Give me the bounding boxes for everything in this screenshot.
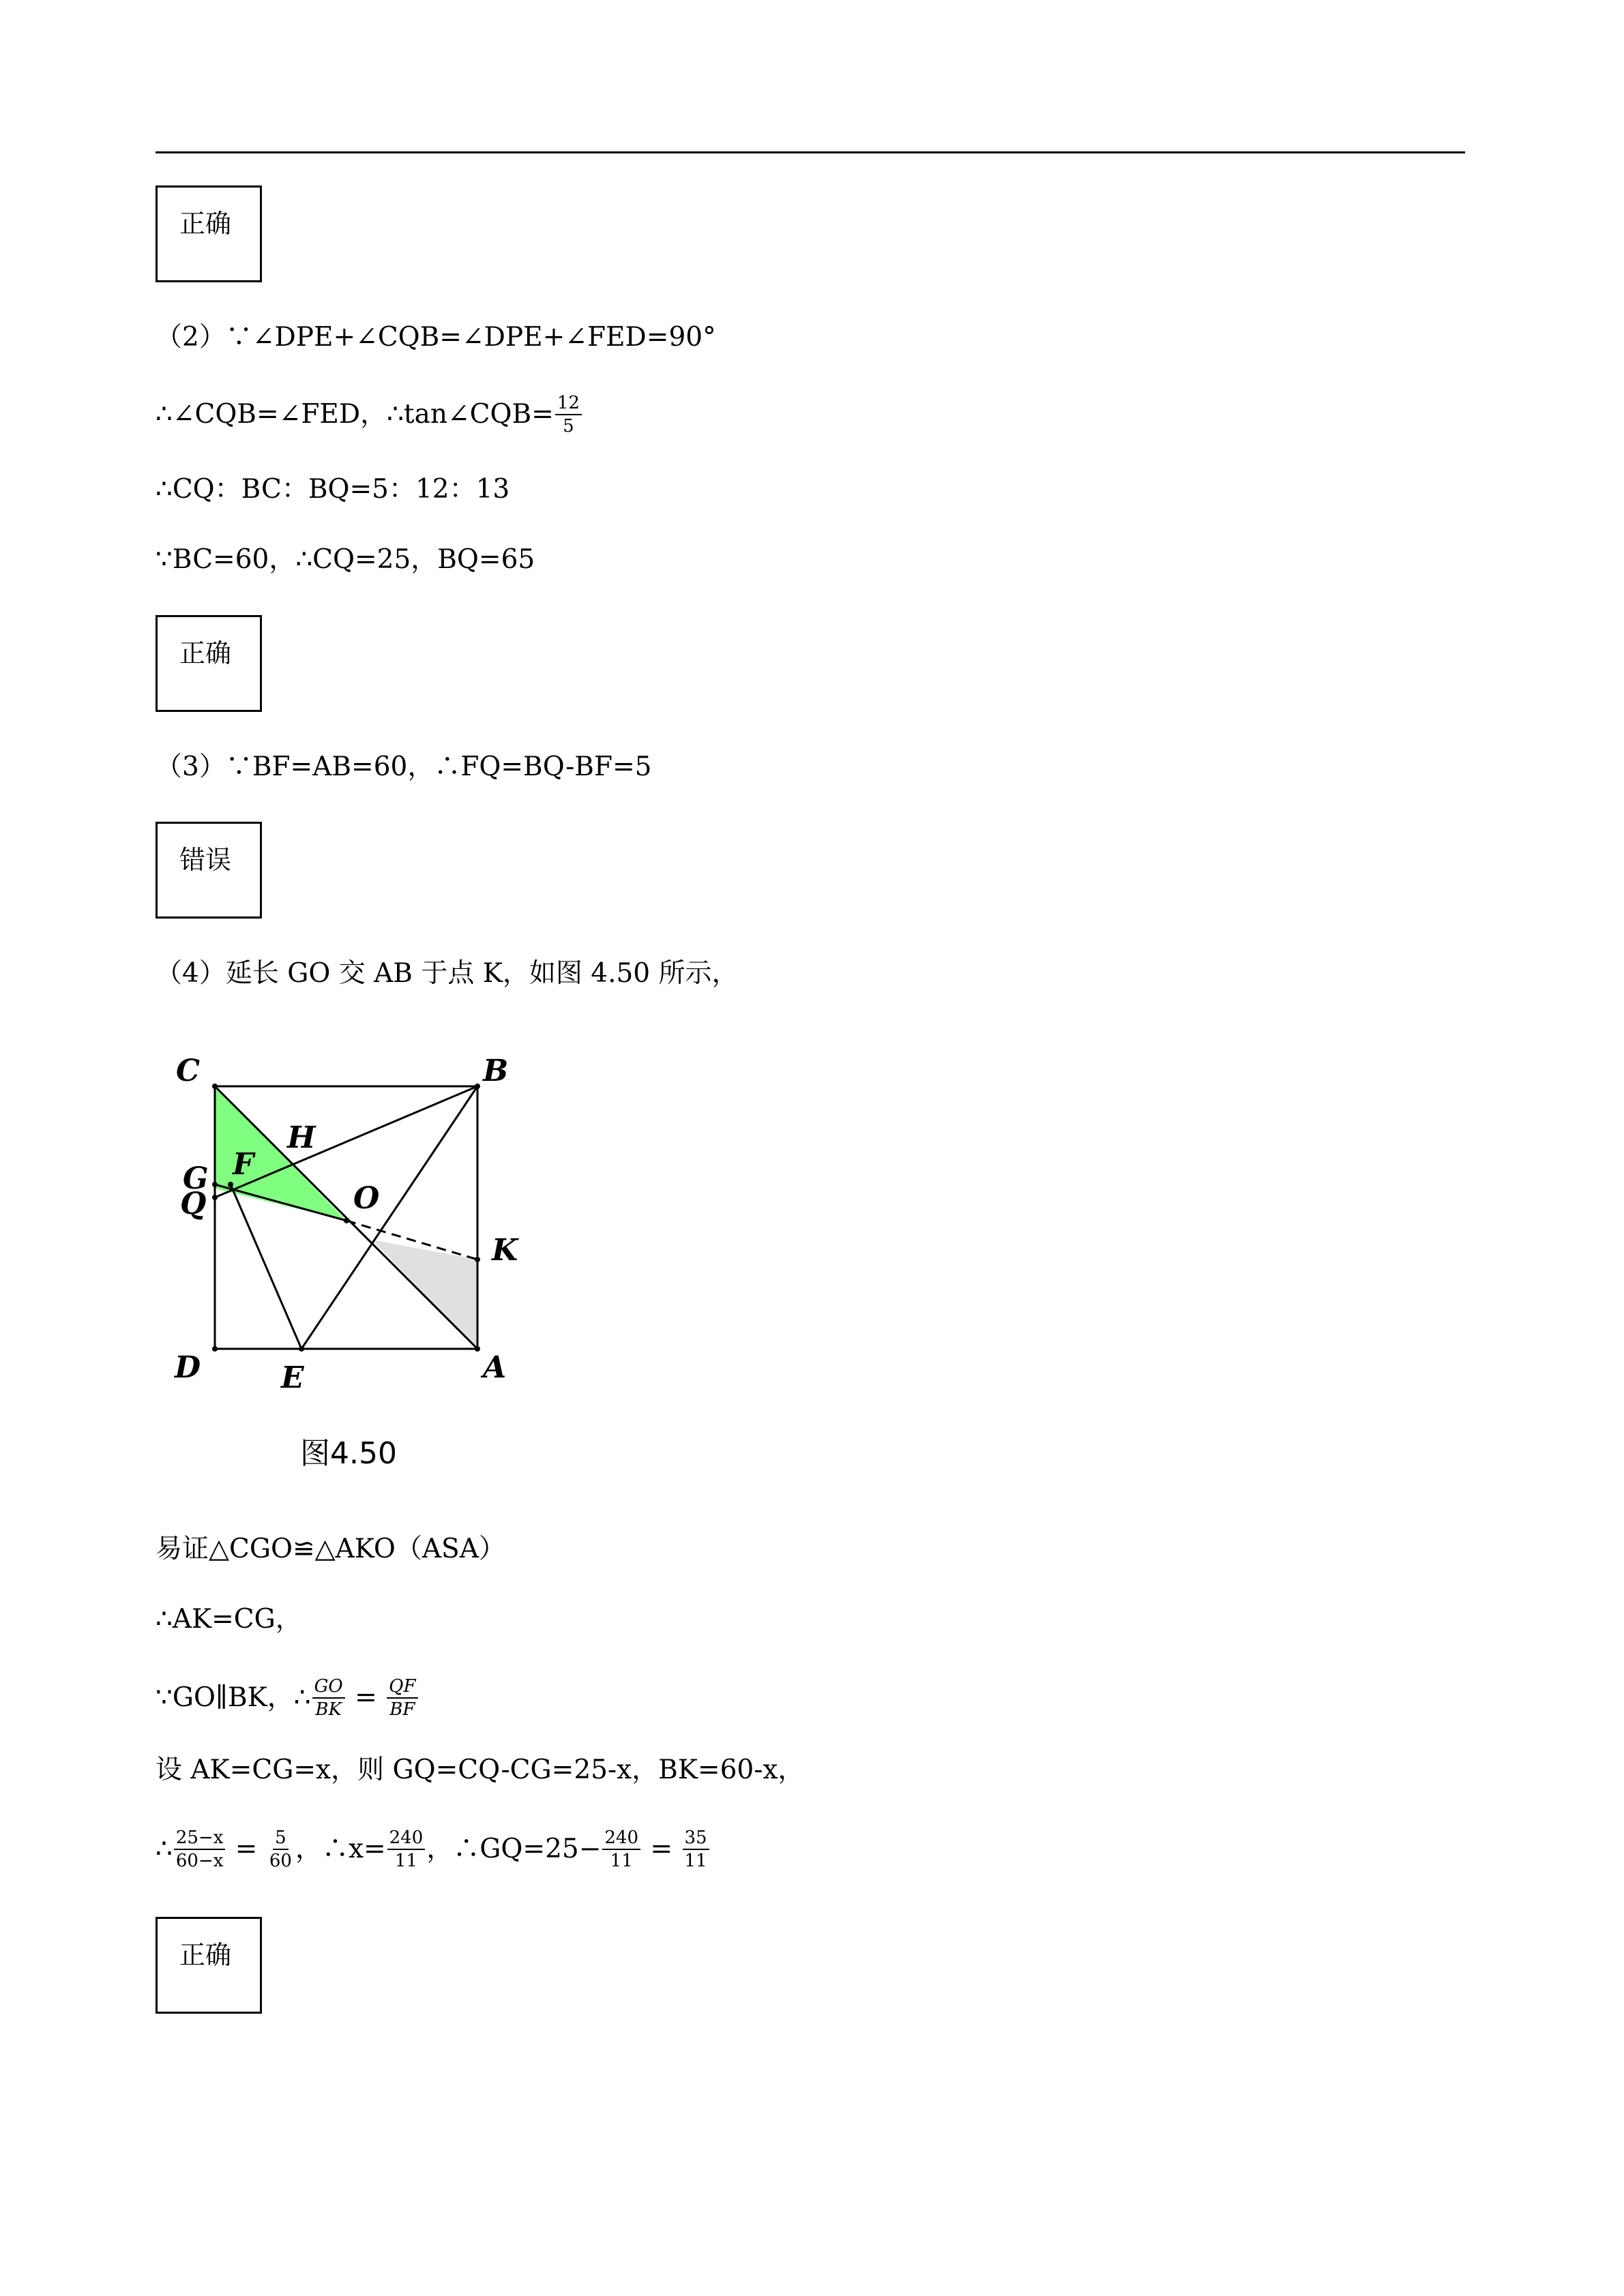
step3-line1: （3）∵BF=AB=60，∴FQ=BQ-BF=5 — [156, 751, 652, 782]
fraction-denominator: 11 — [610, 1851, 633, 1871]
point-Q — [212, 1195, 218, 1200]
label-G: G — [183, 1161, 209, 1196]
label-Q: Q — [180, 1187, 207, 1221]
figure-caption: 图4.50 — [300, 1436, 397, 1471]
step4-line6-text: ，∴x= — [295, 1834, 386, 1864]
point-G — [212, 1182, 218, 1187]
equals-sign: = — [346, 1682, 386, 1713]
answer-mark-box-1 — [156, 185, 262, 282]
fraction-numerator: 35 — [683, 1829, 709, 1850]
step2-line3: ∴CQ：BC：BQ=5：12：13 — [156, 474, 510, 505]
label-F: F — [233, 1147, 254, 1182]
label-H: H — [287, 1120, 316, 1155]
geometry-figure — [156, 1023, 565, 1405]
fraction-denominator: 11 — [394, 1851, 417, 1871]
fraction-240-11 — [387, 1829, 426, 1870]
step4-line4-text: ∵GO∥BK，∴ — [156, 1682, 311, 1713]
step2-line2 — [156, 394, 583, 435]
fraction-numerator: GO — [312, 1678, 345, 1699]
therefore-symbol: ∴ — [156, 1834, 173, 1864]
answer-mark-text: 正确 — [179, 638, 232, 668]
step4-line3: ∴AK=CG， — [156, 1604, 302, 1635]
figure-svg — [156, 1023, 565, 1405]
fraction-240-11 — [602, 1829, 640, 1870]
point-F — [228, 1182, 233, 1187]
fraction-denominator: 5 — [563, 416, 574, 436]
fraction-35-11 — [683, 1829, 709, 1870]
fraction-numerator: QF — [387, 1678, 417, 1699]
line-FE — [231, 1184, 301, 1349]
answer-mark-text: 正确 — [179, 1940, 232, 1970]
step4-line1: （4）延长 GO 交 AB 于点 K，如图 4.50 所示， — [156, 958, 739, 989]
point-K — [475, 1257, 480, 1262]
fraction-denominator: 60 — [269, 1851, 292, 1871]
answer-mark-box-2 — [156, 615, 262, 712]
point-E — [299, 1346, 304, 1352]
answer-mark-box-4 — [156, 1917, 262, 2014]
fraction-GO-BK — [312, 1678, 345, 1718]
fraction-numerator: 12 — [555, 394, 582, 415]
step2-line2-text: ∴∠CQB=∠FED，∴tan∠CQB= — [156, 399, 554, 430]
answer-mark-text: 错误 — [179, 845, 232, 875]
step2-line1: （2）∵∠DPE+∠CQB=∠DPE+∠FED=90° — [156, 322, 716, 353]
label-E: E — [281, 1360, 304, 1395]
fraction-numerator: 5 — [273, 1829, 289, 1850]
equals-sign: = — [226, 1834, 266, 1864]
label-K: K — [492, 1233, 518, 1268]
fraction-denominator: 60−x — [175, 1851, 224, 1871]
fraction-numerator: 240 — [602, 1829, 640, 1850]
step4-line4 — [156, 1678, 419, 1718]
equals-sign: = — [642, 1834, 681, 1864]
fraction-denominator: BK — [315, 1699, 342, 1720]
fraction-numerator: 240 — [387, 1829, 426, 1850]
fraction-QF-BF — [387, 1678, 417, 1718]
step4-line2: 易证△CGO≌△AKO（ASA） — [156, 1534, 505, 1564]
step2-line4: ∵BC=60，∴CQ=25，BQ=65 — [156, 544, 535, 575]
fraction-25x-60x — [174, 1829, 226, 1870]
label-A: A — [483, 1350, 507, 1385]
fraction-numerator: 25−x — [174, 1829, 226, 1850]
point-B — [475, 1084, 480, 1089]
fraction-denominator: 11 — [684, 1851, 707, 1871]
label-C: C — [176, 1054, 201, 1088]
point-A — [475, 1346, 480, 1352]
fraction-12-5 — [555, 394, 582, 435]
label-D: D — [175, 1350, 201, 1385]
answer-mark-box-3 — [156, 822, 262, 919]
point-D — [212, 1346, 218, 1352]
step4-line6-text: ，∴GQ=25− — [426, 1834, 602, 1864]
point-O — [344, 1218, 349, 1223]
header-rule — [156, 151, 1465, 153]
answer-mark-text: 正确 — [179, 209, 232, 239]
point-C — [212, 1084, 218, 1089]
line-CA — [215, 1086, 477, 1349]
label-B: B — [483, 1054, 509, 1088]
fraction-denominator: BF — [389, 1699, 415, 1720]
label-O: O — [353, 1181, 380, 1216]
fraction-5-60 — [267, 1829, 294, 1870]
step4-line5: 设 AK=CG=x，则 GQ=CQ-CG=25-x，BK=60-x， — [156, 1755, 805, 1785]
step4-line6 — [156, 1829, 711, 1870]
